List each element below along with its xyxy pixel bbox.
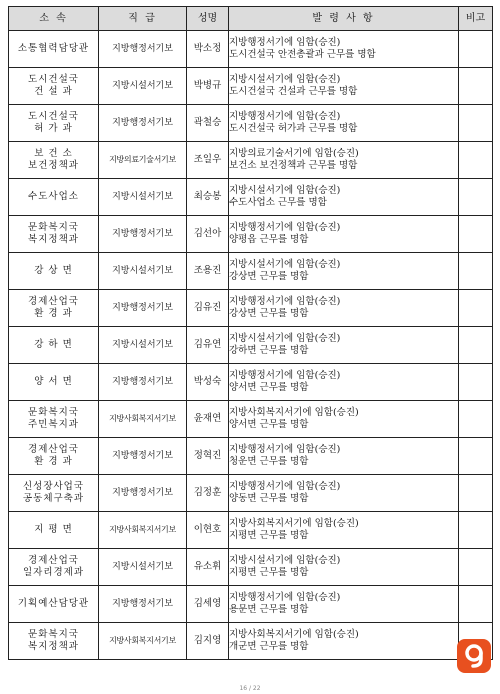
dept-line: 환 경 과 [34,308,73,319]
dept-cell [9,68,99,105]
order-line: 지방시설서기에 임함(승진) [229,74,341,85]
dept-line: 문화복지국 [28,407,79,418]
name-cell: 김선아 [187,216,229,253]
grade-cell: 지방행정서기보 [99,31,187,68]
grade-cell: 지방시설서기보 [99,68,187,105]
grade-cell: 지방행정서기보 [99,290,187,327]
dept-cell [9,142,99,179]
dept-line: 수도사업소 [28,191,79,202]
order-cell [229,31,459,68]
order-line: 양서면 근무를 명함 [229,382,309,393]
name-cell: 이현호 [187,512,229,549]
order-line: 지방행정서기에 임함(승진) [229,37,341,48]
grade-cell: 지방사회복지서기보 [99,512,187,549]
grade-cell: 지방시설서기보 [99,327,187,364]
order-cell [229,623,459,660]
grade-cell: 지방행정서기보 [99,475,187,512]
note-cell [459,401,493,438]
order-line: 지방시설서기에 임함(승진) [229,555,341,566]
name-cell: 정혁진 [187,438,229,475]
grade-cell: 지방행정서기보 [99,586,187,623]
dept-line: 보 건 소 [34,148,73,159]
grade-cell: 지방시설서기보 [99,179,187,216]
table-row [9,364,493,401]
name-cell: 곽철승 [187,105,229,142]
order-line: 보건소 보건정책과 근무를 명함 [229,160,358,171]
name-cell: 김유진 [187,290,229,327]
name-cell: 최승봉 [187,179,229,216]
order-cell [229,475,459,512]
grade-cell: 지방시설서기보 [99,549,187,586]
dept-line: 강 상 면 [34,265,73,276]
dept-line: 보건정책과 [28,160,79,171]
order-cell [229,438,459,475]
dept-cell [9,401,99,438]
table-row [9,68,493,105]
order-cell [229,290,459,327]
grade-cell: 지방사회복지서기보 [99,623,187,660]
dept-cell [9,216,99,253]
order-cell [229,142,459,179]
order-line: 양서면 근무를 명함 [229,419,309,430]
name-cell: 김유연 [187,327,229,364]
note-cell [459,68,493,105]
note-cell [459,327,493,364]
dept-cell [9,327,99,364]
order-line: 양평읍 근무를 명함 [229,234,309,245]
table-row [9,142,493,179]
order-line: 지방행정서기에 임함(승진) [229,296,341,307]
order-line: 지방행정서기에 임함(승진) [229,592,341,603]
note-cell [459,364,493,401]
name-cell: 조용진 [187,253,229,290]
order-line: 지평면 근무를 명함 [229,530,309,541]
order-line: 용문면 근무를 명함 [229,604,309,615]
dept-line: 건 설 과 [34,86,73,97]
table-row [9,216,493,253]
grade-cell: 지방행정서기보 [99,105,187,142]
dept-line: 경제산업국 [28,444,79,455]
header-grade: 직 급 [99,7,187,31]
personnel-table [8,6,493,660]
dept-cell [9,364,99,401]
table-row [9,475,493,512]
order-line: 개군면 근무를 명함 [229,641,309,652]
table-body [9,31,493,660]
order-line: 지방행정서기에 임함(승진) [229,444,341,455]
dept-cell [9,512,99,549]
dept-cell [9,290,99,327]
name-cell: 김정훈 [187,475,229,512]
order-line: 지방행정서기에 임함(승진) [229,222,341,233]
dept-line: 문화복지국 [28,222,79,233]
dept-line: 소통협력담당관 [17,43,90,54]
table-row [9,253,493,290]
note-cell [459,512,493,549]
note-cell [459,475,493,512]
order-cell [229,253,459,290]
header-note: 비고 [459,7,493,31]
order-line: 도시건설국 건설과 근무를 명함 [229,86,358,97]
name-cell: 김세영 [187,586,229,623]
table-row [9,512,493,549]
order-cell [229,512,459,549]
note-cell [459,253,493,290]
table-row [9,623,493,660]
header-order: 발 령 사 항 [229,7,459,31]
note-cell [459,105,493,142]
order-line: 도시건설국 허가과 근무를 명함 [229,123,358,134]
grade-cell: 지방사회복지서기보 [99,401,187,438]
order-line: 지방행정서기에 임함(승진) [229,111,341,122]
order-cell [229,364,459,401]
order-cell [229,549,459,586]
order-line: 강상면 근무를 명함 [229,271,309,282]
name-cell: 유소휘 [187,549,229,586]
dept-cell [9,179,99,216]
dept-line: 일자리경제과 [22,567,85,578]
order-cell [229,401,459,438]
name-cell: 김지영 [187,623,229,660]
note-cell [459,142,493,179]
order-line: 지평면 근무를 명함 [229,567,309,578]
order-cell [229,586,459,623]
order-line: 지방사회복지서기에 임함(승진) [229,629,359,640]
order-line: 수도사업소 근무를 명함 [229,197,327,208]
table-row [9,31,493,68]
dept-cell [9,475,99,512]
table-row [9,586,493,623]
grade-cell: 지방행정서기보 [99,364,187,401]
order-cell [229,68,459,105]
dept-line: 기획예산담당관 [17,598,90,609]
dept-cell [9,253,99,290]
dept-line: 신성장사업국 [22,481,85,492]
order-cell [229,216,459,253]
table-row [9,549,493,586]
brand-logo-icon [457,639,491,673]
dept-line: 복지정책과 [28,234,79,245]
note-cell [459,179,493,216]
dept-line: 문화복지국 [28,629,79,640]
table-header-row [9,7,493,31]
order-line: 지방의료기술서기에 임함(승진) [229,148,359,159]
table-row [9,290,493,327]
dept-line: 강 하 면 [34,339,73,350]
name-cell: 박소정 [187,31,229,68]
name-cell: 조일우 [187,142,229,179]
dept-cell [9,105,99,142]
table-row [9,401,493,438]
order-line: 지방행정서기에 임함(승진) [229,370,341,381]
dept-line: 공동체구축과 [22,493,85,504]
dept-cell [9,31,99,68]
dept-cell [9,623,99,660]
dept-cell [9,438,99,475]
order-line: 청운면 근무를 명함 [229,456,309,467]
order-line: 강상면 근무를 명함 [229,308,309,319]
name-cell: 박병규 [187,68,229,105]
dept-line: 경제산업국 [28,296,79,307]
note-cell [459,290,493,327]
dept-line: 환 경 과 [34,456,73,467]
order-cell [229,105,459,142]
personnel-order-sheet [8,6,492,660]
order-line: 지방시설서기에 임함(승진) [229,259,341,270]
grade-cell: 지방행정서기보 [99,438,187,475]
order-line: 양동면 근무를 명함 [229,493,309,504]
table-row [9,438,493,475]
dept-line: 복지정책과 [28,641,79,652]
dept-cell [9,549,99,586]
order-line: 지방행정서기에 임함(승진) [229,481,341,492]
dept-line: 도시건설국 [28,111,79,122]
grade-cell: 지방시설서기보 [99,253,187,290]
grade-cell: 지방의료기술서기보 [99,142,187,179]
order-cell [229,179,459,216]
name-cell: 박성숙 [187,364,229,401]
dept-line: 지 평 면 [34,524,73,535]
page-number: 16 / 22 [239,685,261,692]
order-line: 지방사회복지서기에 임함(승진) [229,518,359,529]
dept-line: 주민복지과 [28,419,79,430]
dept-line: 도시건설국 [28,74,79,85]
note-cell [459,549,493,586]
note-cell [459,438,493,475]
name-cell: 윤재연 [187,401,229,438]
dept-line: 양 서 면 [34,376,73,387]
table-row [9,105,493,142]
header-name: 성명 [187,7,229,31]
note-cell [459,31,493,68]
table-row [9,179,493,216]
order-line: 강하면 근무를 명함 [229,345,309,356]
order-line: 지방시설서기에 임함(승진) [229,333,341,344]
order-line: 도시건설국 안전총괄과 근무를 명함 [229,49,376,60]
order-line: 지방사회복지서기에 임함(승진) [229,407,359,418]
dept-line: 허 가 과 [34,123,73,134]
note-cell [459,216,493,253]
grade-cell: 지방행정서기보 [99,216,187,253]
order-line: 지방시설서기에 임함(승진) [229,185,341,196]
dept-line: 경제산업국 [28,555,79,566]
table-row [9,327,493,364]
order-cell [229,327,459,364]
header-dept: 소 속 [9,7,99,31]
dept-cell [9,586,99,623]
note-cell [459,586,493,623]
